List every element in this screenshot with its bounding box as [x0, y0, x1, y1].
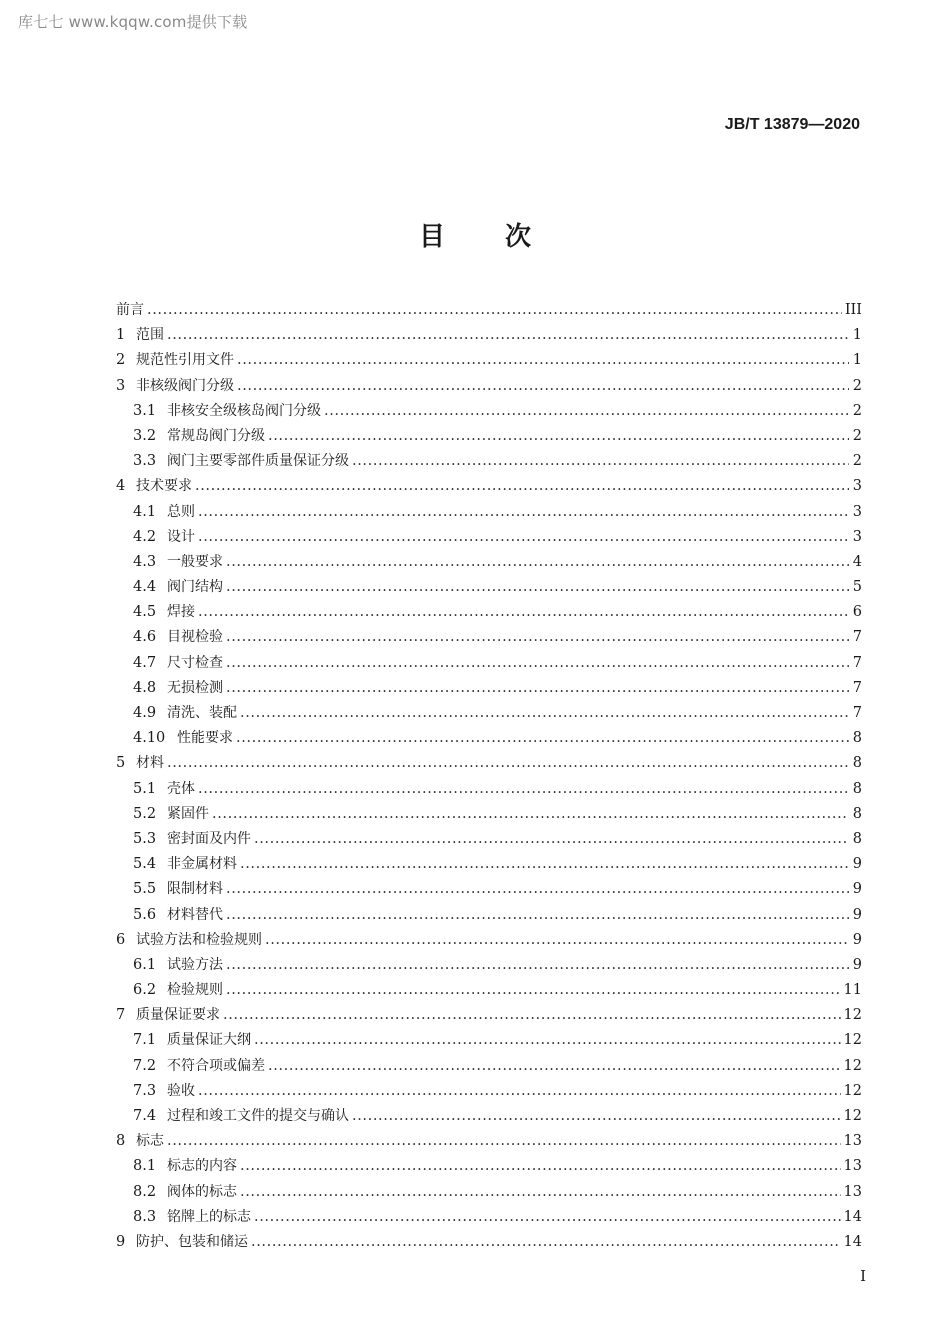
toc-leader-dots	[240, 1154, 841, 1179]
toc-entry-page: 9	[852, 931, 862, 948]
toc-leader-dots	[324, 399, 849, 424]
toc-entry-label: 铭牌上的标志	[167, 1208, 251, 1225]
toc-entry-number: 2	[116, 352, 126, 369]
toc-entry-number: 4.10	[133, 730, 166, 747]
toc-entry-page: 3	[852, 528, 862, 545]
toc-leader-dots	[198, 600, 849, 625]
toc-entry-number: 6	[116, 931, 126, 948]
toc-entry-number: 4.2	[133, 528, 157, 545]
toc-leader-dots	[254, 1205, 841, 1230]
toc-entry[interactable]	[116, 374, 862, 399]
toc-entry-number: 4.6	[133, 629, 157, 646]
toc-leader-dots	[236, 726, 849, 751]
watermark-text: 库七七 www.kqqw.com提供下载	[18, 13, 248, 31]
toc-entry[interactable]	[116, 1054, 862, 1079]
toc-leader-dots	[226, 676, 849, 701]
toc-entry[interactable]	[116, 600, 862, 625]
toc-entry-page: 12	[843, 1108, 862, 1124]
toc-entry-label: 前言	[116, 302, 144, 318]
toc-entry-number: 8.3	[133, 1208, 157, 1225]
toc-entry[interactable]	[116, 903, 862, 928]
toc-entry[interactable]	[116, 424, 862, 449]
toc-entry-page: 2	[852, 402, 862, 419]
toc-entry-number: 4.7	[133, 654, 157, 671]
toc-entry-number: 3.2	[133, 427, 157, 444]
title-char-2: 次	[505, 222, 532, 252]
toc-entry[interactable]	[116, 1079, 862, 1104]
toc-entry-page: 7	[852, 654, 862, 671]
toc-entry-number: 5.4	[133, 856, 157, 873]
toc-entry[interactable]	[116, 852, 862, 877]
toc-entry-label: 规范性引用文件	[136, 352, 234, 369]
toc-entry[interactable]	[116, 525, 862, 550]
toc-entry-number: 5	[116, 755, 126, 772]
toc-entry-number: 4.8	[133, 679, 157, 696]
toc-entry-label: 设计	[167, 528, 195, 545]
toc-entry-label: 质量保证要求	[136, 1007, 220, 1024]
toc-leader-dots	[147, 298, 842, 323]
toc-entry-page: 13	[843, 1158, 862, 1175]
toc-entry-number: 7.4	[133, 1108, 157, 1124]
toc-leader-dots	[226, 575, 849, 600]
toc-leader-dots	[226, 651, 849, 676]
toc-entry[interactable]	[116, 1230, 862, 1255]
toc-entry-label: 尺寸检查	[167, 654, 223, 671]
toc-entry-label: 密封面及内件	[167, 830, 251, 847]
toc-entry[interactable]	[116, 651, 862, 676]
toc-entry-label: 常规岛阀门分级	[167, 427, 265, 444]
toc-entry[interactable]	[116, 1205, 862, 1230]
toc-entry[interactable]	[116, 550, 862, 575]
toc-entry-number: 4	[116, 478, 126, 495]
toc-entry-label: 质量保证大纲	[167, 1032, 251, 1049]
toc-entry-page: 12	[843, 1082, 862, 1099]
page-title	[0, 216, 950, 253]
toc-entry[interactable]	[116, 953, 862, 978]
toc-entry-page: 8	[852, 730, 862, 747]
toc-leader-dots	[198, 1079, 841, 1104]
toc-entry-page: 3	[852, 478, 862, 495]
toc-entry-page: 6	[852, 604, 862, 621]
toc-entry-page: 5	[852, 579, 862, 596]
toc-leader-dots	[240, 852, 849, 877]
toc-entry-page: 7	[852, 629, 862, 646]
toc-entry-number: 9	[116, 1233, 126, 1250]
toc-entry[interactable]	[116, 500, 862, 525]
toc-entry-page: 1	[852, 327, 862, 344]
toc-entry-number: 7.3	[133, 1082, 157, 1099]
toc-entry-label: 试验方法和检验规则	[136, 931, 262, 948]
toc-entry[interactable]	[116, 1129, 862, 1154]
toc-entry-number: 4.3	[133, 553, 157, 570]
toc-entry-number: 8.2	[133, 1183, 157, 1200]
toc-entry-label: 非金属材料	[167, 856, 237, 873]
toc-entry-page: 12	[843, 1032, 862, 1049]
toc-entry[interactable]	[116, 726, 862, 751]
toc-entry[interactable]	[116, 827, 862, 852]
toc-entry-label: 阀体的标志	[167, 1183, 237, 1200]
toc-entry-number: 8.1	[133, 1158, 157, 1175]
toc-entry-label: 防护、包装和储运	[136, 1233, 248, 1250]
toc-entry-label: 阀门主要零部件质量保证分级	[167, 453, 349, 470]
toc-entry-label: 非核安全级核岛阀门分级	[167, 402, 321, 419]
toc-entry-label: 材料替代	[167, 906, 223, 923]
toc-leader-dots	[226, 953, 849, 978]
toc-leader-dots	[226, 625, 849, 650]
toc-entry[interactable]	[116, 877, 862, 902]
toc-leader-dots	[223, 1003, 841, 1028]
toc-leader-dots	[240, 1180, 841, 1205]
toc-entry[interactable]	[116, 1028, 862, 1053]
toc-entry-number: 3.1	[133, 402, 157, 419]
toc-entry-label: 无损检测	[167, 679, 223, 696]
toc-entry-label: 总则	[167, 503, 195, 520]
toc-entry-label: 范围	[136, 327, 164, 344]
toc-leader-dots	[226, 877, 849, 902]
title-char-1: 目	[418, 222, 445, 252]
toc-leader-dots	[265, 928, 849, 953]
toc-entry-page: 13	[843, 1133, 862, 1150]
toc-entry-label: 验收	[167, 1082, 195, 1099]
toc-entry-page: 14	[843, 1208, 862, 1225]
toc-entry-page: 8	[852, 805, 862, 822]
toc-entry-number: 1	[116, 327, 126, 344]
toc-entry[interactable]	[116, 1104, 862, 1129]
toc-entry-page: 2	[852, 453, 862, 470]
toc-entry-label: 标志	[136, 1133, 164, 1150]
toc-leader-dots	[226, 978, 841, 1003]
toc-entry-label: 目视检验	[167, 629, 223, 646]
toc-entry-label: 阀门结构	[167, 579, 223, 596]
toc-entry-page: 7	[852, 705, 862, 721]
toc-entry[interactable]	[116, 676, 862, 701]
toc-leader-dots	[237, 374, 849, 399]
toc-leader-dots	[268, 1054, 841, 1079]
toc-entry-page: 8	[852, 780, 862, 797]
toc-entry-number: 6.2	[133, 982, 157, 999]
toc-entry-label: 紧固件	[167, 805, 209, 822]
toc-entry-number: 5.6	[133, 906, 157, 923]
toc-entry[interactable]	[116, 1154, 862, 1179]
toc-entry[interactable]	[116, 348, 862, 373]
toc-entry-page: III	[844, 302, 862, 318]
toc-entry-number: 5.1	[133, 780, 157, 797]
toc-entry-page: 9	[852, 906, 862, 923]
toc-entry-label: 清洗、装配	[167, 705, 237, 721]
toc-entry-label: 材料	[136, 755, 164, 772]
toc-entry-label: 技术要求	[136, 478, 192, 495]
toc-leader-dots	[198, 777, 849, 802]
toc-entry[interactable]	[116, 978, 862, 1003]
toc-entry[interactable]	[116, 474, 862, 499]
toc-entry-page: 4	[852, 553, 862, 570]
toc-leader-dots	[198, 500, 849, 525]
toc-entry[interactable]	[116, 399, 862, 424]
toc-entry[interactable]	[116, 625, 862, 650]
toc-entry-page: 12	[843, 1007, 862, 1024]
toc-leader-dots	[226, 903, 849, 928]
toc-leader-dots	[237, 348, 849, 373]
toc-leader-dots	[167, 751, 849, 776]
toc-entry-page: 8	[852, 755, 862, 772]
toc-entry-label: 性能要求	[177, 730, 233, 747]
toc-entry-page: 1	[852, 352, 862, 369]
toc-entry-number: 4.5	[133, 604, 157, 621]
toc-entry-label: 非核级阀门分级	[136, 377, 234, 394]
document-code: JB/T 13879—2020	[724, 116, 860, 133]
toc-leader-dots	[198, 525, 849, 550]
toc-leader-dots	[167, 1129, 841, 1154]
toc-entry-page: 2	[852, 427, 862, 444]
toc-leader-dots	[251, 1230, 841, 1255]
toc-entry[interactable]	[116, 575, 862, 600]
toc-entry-number: 6.1	[133, 956, 157, 973]
toc-entry-number: 5.2	[133, 805, 157, 822]
toc-entry-label: 检验规则	[167, 982, 223, 999]
toc-entry-page: 9	[852, 856, 862, 873]
toc-entry[interactable]	[116, 701, 862, 726]
toc-entry[interactable]	[116, 777, 862, 802]
toc-entry-number: 7.1	[133, 1032, 157, 1049]
toc-entry-label: 焊接	[167, 604, 195, 621]
toc-entry-number: 5.5	[133, 881, 157, 898]
toc-leader-dots	[268, 424, 849, 449]
toc-entry-number: 7.2	[133, 1057, 157, 1074]
toc-entry[interactable]	[116, 449, 862, 474]
toc-entry-page: 7	[852, 679, 862, 696]
toc-entry-number: 8	[116, 1133, 126, 1150]
toc-entry-number: 3	[116, 377, 126, 394]
toc-entry-page: 14	[843, 1233, 862, 1250]
toc-entry-page: 8	[852, 830, 862, 847]
page-number: I	[860, 1267, 866, 1285]
toc-entry-number: 7	[116, 1007, 126, 1024]
toc-entry[interactable]	[116, 323, 862, 348]
toc-entry-page: 13	[843, 1183, 862, 1200]
toc-entry[interactable]	[116, 928, 862, 953]
toc-entry-page: 9	[852, 881, 862, 898]
toc-entry-label: 一般要求	[167, 553, 223, 570]
table-of-contents	[116, 298, 862, 1255]
toc-leader-dots	[352, 1104, 841, 1129]
toc-leader-dots	[212, 802, 849, 827]
toc-entry[interactable]	[116, 298, 862, 323]
toc-entry-page: 3	[852, 503, 862, 520]
toc-entry[interactable]	[116, 1180, 862, 1205]
toc-entry-page: 12	[843, 1057, 862, 1074]
toc-leader-dots	[195, 474, 849, 499]
toc-entry-page: 9	[852, 956, 862, 973]
toc-entry-page: 11	[843, 982, 862, 999]
toc-entry-number: 4.9	[133, 705, 157, 721]
toc-entry-label: 试验方法	[167, 956, 223, 973]
toc-leader-dots	[240, 701, 849, 726]
toc-leader-dots	[254, 827, 849, 852]
toc-entry-label: 不符合项或偏差	[167, 1057, 265, 1074]
toc-entry-label: 过程和竣工文件的提交与确认	[167, 1108, 349, 1124]
toc-leader-dots	[254, 1028, 841, 1053]
toc-entry-number: 4.1	[133, 503, 157, 520]
toc-leader-dots	[352, 449, 849, 474]
toc-entry-label: 标志的内容	[167, 1158, 237, 1175]
toc-entry-page: 2	[852, 377, 862, 394]
toc-leader-dots	[167, 323, 849, 348]
toc-entry-label: 限制材料	[167, 881, 223, 898]
toc-entry-number: 3.3	[133, 453, 157, 470]
toc-leader-dots	[226, 550, 849, 575]
toc-entry-number: 4.4	[133, 579, 157, 596]
toc-entry[interactable]	[116, 751, 862, 776]
toc-entry[interactable]	[116, 802, 862, 827]
toc-entry-label: 壳体	[167, 780, 195, 797]
toc-entry[interactable]	[116, 1003, 862, 1028]
toc-entry-number: 5.3	[133, 830, 157, 847]
